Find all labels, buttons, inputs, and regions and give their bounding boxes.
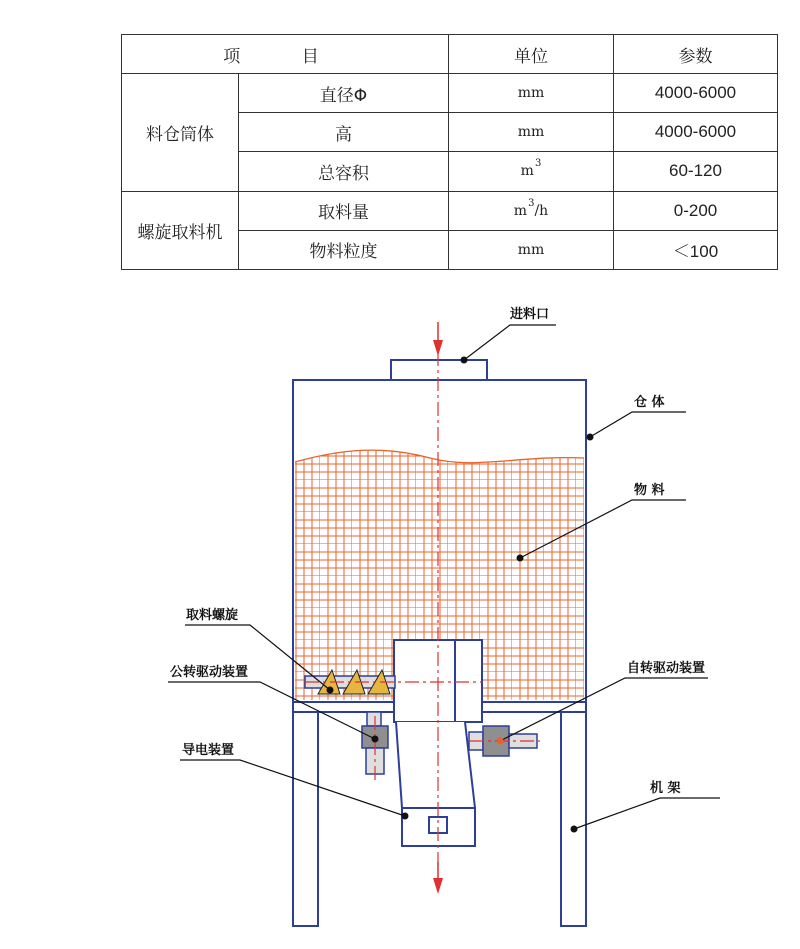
row-unit: mm	[449, 113, 614, 152]
unit-superscript: 3	[534, 158, 542, 170]
group-name: 料仓筒体	[122, 74, 239, 192]
label-inlet: 进料口	[510, 307, 550, 322]
discharge-arrow-icon	[433, 878, 443, 894]
header-unit: 单位	[449, 35, 614, 74]
label-revolution-drive: 公转驱动装置	[170, 665, 249, 680]
right-leg	[561, 712, 586, 926]
feed-arrow-icon	[433, 340, 443, 356]
label-conductive-device: 导电装置	[182, 743, 235, 758]
label-rotation-drive: 自转驱动装置	[627, 661, 706, 676]
row-unit: mm	[449, 230, 614, 269]
header-param: 参数	[614, 35, 778, 74]
row-value: ＜100	[614, 230, 778, 269]
header-item: 项 目	[122, 35, 449, 74]
row-unit: $m^3/h$	[449, 191, 614, 230]
row-label: 取料量	[239, 191, 449, 230]
row-value: 0-200	[614, 191, 778, 230]
label-screw: 取料螺旋	[186, 608, 239, 623]
group-name: 螺旋取料机	[122, 191, 239, 269]
left-leg	[293, 712, 318, 926]
row-value: 60-120	[614, 152, 778, 191]
row-unit: mm	[449, 74, 614, 113]
row-label: 直径Φ	[239, 74, 449, 113]
row-value: 4000-6000	[614, 113, 778, 152]
inlet-neck	[391, 360, 487, 380]
unit-superscript: 3	[528, 197, 535, 209]
label-material: 物 料	[634, 483, 665, 498]
label-frame: 机 架	[650, 781, 681, 796]
row-unit: $m^3$	[449, 152, 614, 191]
row-label: 高	[239, 113, 449, 152]
label-bin-body: 仓 体	[634, 395, 665, 410]
row-label: 总容积	[239, 152, 449, 191]
row-value: 4000-6000	[614, 74, 778, 113]
row-label: 物料粒度	[239, 230, 449, 269]
